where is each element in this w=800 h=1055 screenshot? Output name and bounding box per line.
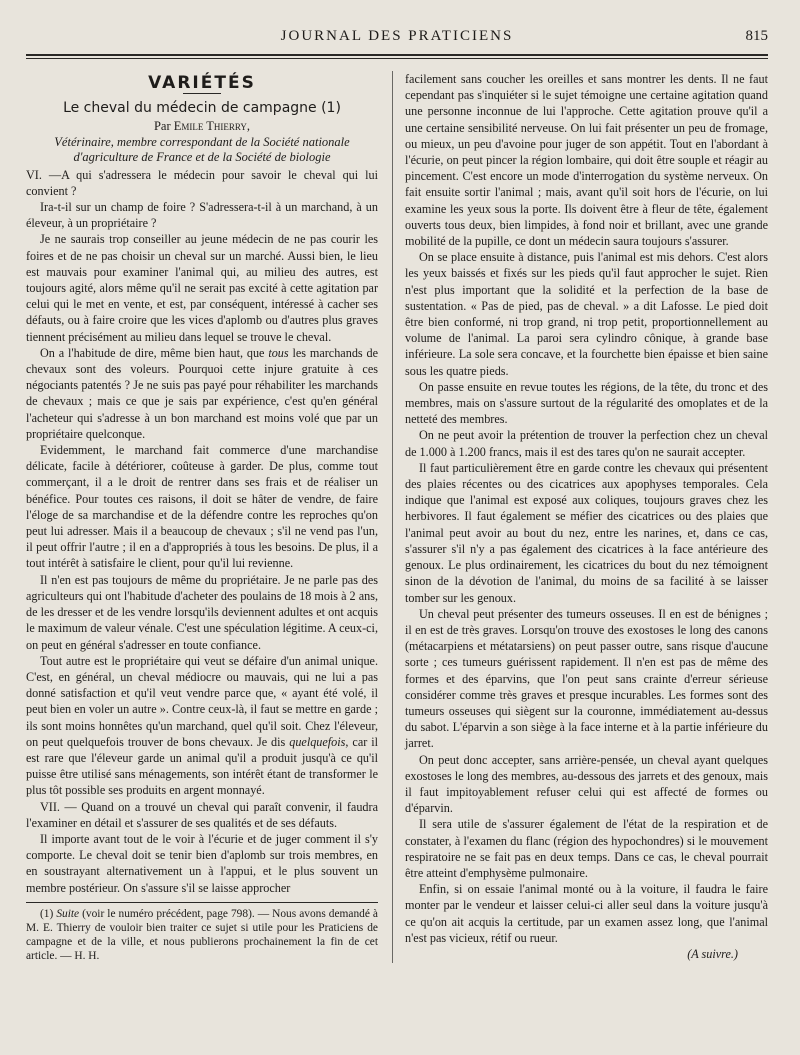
paragraph: On peut donc accepter, sans arrière-pensée, un cheval ayant quelques exostoses le long des membres, au-dessous des jarrets et des genoux, mais il faut impitoyablement refuser celui qui est affecté de formes ou d'éparvin. (405, 752, 768, 816)
text-run: Tout autre est le propriétaire qui veut se défaire d'un animal unique. C'est, en général, un cheval médiocre ou mauvais, qui ne lui a pas donné satisfaction et qu'il veut vendre parce que, « ayant été volé, il peut bien en voler un autre ». Contre ceux-là, il faut se mettre en garde ; ils sont moins honnêtes qu'un marchand, quel qu'il soit. Chez l'éleveur, on peut quelquefois trouver de bons chevaux. Je dis (26, 653, 378, 749)
article-byline (26, 118, 378, 134)
header-rule (26, 54, 768, 59)
affiliation-line: d'agriculture de France et de la Société de biologie (73, 149, 331, 164)
text-run: les marchands de chevaux sont des voleurs. Pourquoi cette injure gratuite à ces négociants patentés ? Je ne suis pas payé pour réhabiliter les marchands de chevaux ; mais ce que je sais par expérience, c'est qu'en général l'acheteur qui s'adresse à un bon marchand est moins volé que par un propriétaire quelconque. (26, 345, 378, 441)
two-column-body (26, 71, 768, 963)
article-title: Le cheval du médecin de campagne (1) (63, 100, 341, 117)
paragraph (26, 653, 378, 799)
footnote-text: (voir le numéro précédent, page 798). — Nous avons demandé à M. E. Thierry de vouloir bien traiter ce sujet si utile pour les Praticiens de campagne et de la ville, et nous publierons prochainement la fin de cet article. — H. H. (26, 907, 378, 962)
paragraph: On se place ensuite à distance, puis l'animal est mis dehors. C'est alors les yeux baissés et fixés sur les pieds qu'il faut approcher le sujet. Rien n'est plus important que la solidité et la perfection de la base de sustentation. « Pas de pied, pas de cheval. » a dit Lafosse. Le pied doit être bien conformé, ni trop grand, ni trop petit, proportionnellement au volume de l'animal. La paroi sera cylindro cônique, à grande base inférieure. La sole sera concave, et la fourchette bien épaisse et bien saine sous les quatre pieds. (405, 250, 768, 378)
left-column (26, 71, 392, 963)
paragraph: Je ne saurais trop conseiller au jeune médecin de ne pas courir les foires et de ne pas choisir un cheval sur un marché. Aussi bien, le lieu est mauvais pour examiner l'animal qui, au milieu des autres, est toujours agité, alors même qu'il ne serait pas excité à cette agitation par celui qui le met en vente, et est, par conséquent, intéressé à cacher ses défauts, ou à faire croire que les vices d'aplomb ou d'autres plus graves tiennent précisément au milieu dans lequel se trouve le cheval. (26, 232, 378, 344)
paragraph (26, 345, 378, 442)
emphasis: tous (268, 345, 289, 360)
to-be-continued: (A suivre.) (687, 946, 738, 961)
right-column (392, 71, 768, 963)
emphasis: Suite (56, 907, 80, 920)
journal-title: JOURNAL DES PRATICIENS (280, 28, 514, 44)
affiliation-line: Vétérinaire, membre correspondant de la Société nationale (54, 134, 350, 149)
paragraph: Il importe avant tout de le voir à l'écurie et de juger comment il s'y comporte. Le cheval doit se tenir bien d'aplomb sur trois membres, en en soustrayant alternativement un à l'appui, et le plus souvent un membre postérieur. On s'assure s'il se laisse approcher (26, 831, 378, 895)
section-heading: VARIÉTÉS (148, 73, 256, 93)
paragraph: On passe ensuite en revue toutes les régions, de la tête, du tronc et des membres, mais on s'assure surtout de la régularité des omoplates et de la netteté des membres. (405, 379, 768, 427)
running-header (26, 26, 768, 54)
footnote-number: (1) (40, 907, 57, 920)
author-name: Emile Thierry, (173, 119, 251, 134)
paragraph: VII. — Quand on a trouvé un cheval qui paraît convenir, il faudra l'examiner en détail et s'assurer de ses qualités et de ses défauts. (26, 799, 378, 830)
paragraph: Ira-t-il sur un champ de foire ? S'adressera-t-il à un marchand, à un éleveur, à un propriétaire ? (26, 200, 378, 231)
paragraph: Evidemment, le marchand fait commerce d'une marchandise délicate, facile à détériorer, coûteuse à garder. De plus, comme tout commerçant, il a le droit de rentrer dans ses frais et de réaliser un bénéfice. Pour toutes ces raisons, il doit se hâter de vendre, de faire l'éloge de sa marchandise et de la défendre contre les reproches qu'on peut lui adresser. Mais il a beaucoup de chevaux ; s'il ne vend pas l'un, il peut offrir l'autre ; il en a d'appropriés à tous les besoins. De plus, il a tout intérêt à satisfaire le client, pour qu'il lui revienne. (26, 443, 378, 571)
byline-prefix: Par (153, 119, 174, 134)
paragraph: Un cheval peut présenter des tumeurs osseuses. Il en est de bénignes ; il en est de très graves. Lorsqu'on trouve des exostoses le long des canons (métacarpiens et métatarsiens) on peut passer outre, sans risque d'aucune sorte ; ces tumeurs guérissent rapidement. Il n'en est pas de même des formes et des éparvins, que l'on peut sans crainte d'erreur sérieuse considérer comme très graves et presque incurables. Les formes sont des tumeurs osseuses qui siègent sur la couronne, immédiatement au-dessus du sabot. L'éparvin a son siège à la face interne et à la partie inférieure du jarret. (405, 606, 768, 751)
section-rule (183, 93, 221, 94)
text-run: , car il est rare que l'éleveur garde un animal qu'il a produit jusqu'à ce qu'il puisse être utilisé sans ménagements, son intérêt étant de transformer le plus tôt possible ses produits en argent monnayé. (26, 734, 378, 798)
footnote (26, 907, 378, 963)
paragraph: Il n'en est pas toujours de même du propriétaire. Je ne parle pas des agriculteurs qui ont l'habitude d'acheter des poulains de 18 mois à 2 ans, de les dresser et de les vendre lorsqu'ils deviennent adultes et ont acquis le maximum de valeur vénale. C'est une spéculation légitime. A ceux-ci, on peut en général s'adresser en toute confiance. (26, 572, 378, 652)
footnote-rule (26, 902, 378, 903)
page-number: 815 (745, 28, 768, 44)
paragraph: Il faut particulièrement être en garde contre les chevaux qui présentent des plaies récentes ou des cicatrices aux apophyses temporales. Cela indique que l'animal est exposé aux coliques, toujours graves chez les herbivores. Il faut également se méfier des cicatrices ou des plaies que l'animal peut avoir au bout du nez, entre les narines, et, dans ce cas, s'assurer s'il n'y a pas également des cicatrices à la face antérieure des genoux. Le plus ordinairement, les cicatrices du bout du nez témoignent sinon de la dévotion de l'animal, du moins de sa facilité à se laisser tomber sur les genoux. (405, 460, 768, 605)
paragraph: VI. —A qui s'adressera le médecin pour savoir le cheval qui lui convient ? (26, 167, 378, 198)
paragraph: Il sera utile de s'assurer également de l'état de la respiration et de constater, à l'examen du flanc (région des hypochondres) si le mouvement respiratoire ne se fait pas en deux temps. Dans ce cas, le cheval pourrait être atteint d'emphysème pulmonaire. (405, 817, 768, 880)
paragraph: On ne peut avoir la prétention de trouver la perfection chez un cheval de 1.000 à 1.200 francs, mais il est des tares qu'on ne saurait accepter. (405, 428, 768, 459)
emphasis: quelquefois (289, 734, 346, 749)
paragraph: facilement sans coucher les oreilles et sans montrer les dents. Il ne faut cependant pas s'inquiéter si le sujet témoigne une certaine agitation quand une personne inconnue de lui l'approche. Cette agitation prouve qu'il a une certaine sensibilité nerveuse. On lui fait présenter un peu de fromage, ou mieux, un peu d'avoine pour juger de son appétit. Tout en l'abordant à l'écurie, on peut pincer la région lombaire, qui doit être souple et réagir au pincement. C'est encore un mode d'interrogation du système nerveux. On fait ensuite sortir l'animal ; mais, avant qu'il soit hors de l'écurie, on lui examine les yeux sous la porte. Ils doivent être à fleur de tête, également ouverts tous deux, bien limpides, à fond noir et brillant, avec une grande mobilité de la pupille, ce dont un médecin saura toujours s'assurer. (405, 72, 768, 249)
paragraph: Enfin, si on essaie l'animal monté ou à la voiture, il faudra le faire monter par le vendeur et laisser celui-ci aller seul dans la voiture jusqu'à ce qu'on ait acquis la certitude, par un examen assez long, que l'animal n'est pas vicieux, rétif ou rueur. (405, 882, 768, 945)
text-run: On a l'habitude de dire, même bien haut, que (40, 345, 269, 360)
author-affiliation (26, 135, 378, 165)
